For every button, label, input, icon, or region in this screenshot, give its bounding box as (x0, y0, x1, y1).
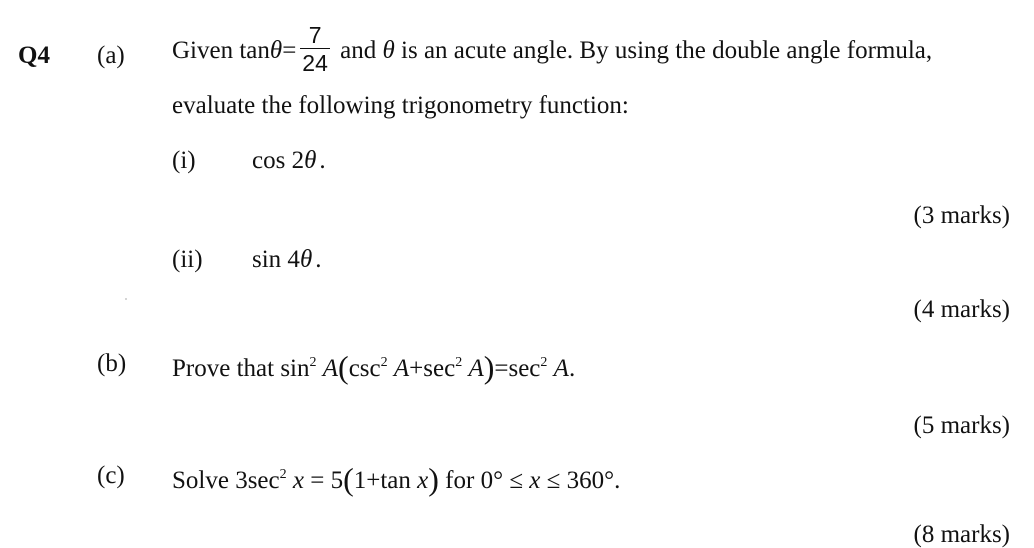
var-x-3: x (529, 467, 541, 494)
part-b-marks: (5 marks) (913, 412, 1010, 439)
coef-3: 3 (235, 467, 248, 494)
fraction-numerator: 7 (300, 23, 330, 49)
csc-exponent: 2 (380, 355, 388, 370)
sec-exponent-2: 2 (540, 355, 548, 370)
sin-exponent: 2 (309, 355, 317, 370)
part-b-statement (172, 349, 576, 385)
sub-i-label: (i) (172, 147, 196, 174)
var-x-1: x (292, 467, 304, 494)
var-a-2: A (393, 355, 410, 382)
var-a-1: A (322, 355, 339, 382)
sub-i-var: θ (304, 147, 317, 174)
sub-ii-end: . (315, 246, 322, 273)
part-b-end: . (568, 355, 576, 382)
theta-symbol-2: θ (382, 36, 395, 64)
fraction (300, 23, 330, 75)
close-paren: ) (483, 349, 495, 385)
scan-speck (125, 298, 127, 300)
part-a-line2: evaluate the following trigonometry function: (172, 92, 629, 119)
coef-5: 5 (330, 467, 344, 494)
open-paren: ( (338, 349, 349, 385)
sub-i-expression (252, 148, 326, 173)
range-right: ≤ 360° (546, 467, 615, 494)
sec-text: sec (423, 355, 456, 382)
sec-text-c: sec (247, 467, 280, 494)
open-paren-c: ( (343, 461, 354, 497)
sec-text-2: sec (508, 355, 541, 382)
plus-sign: + (409, 355, 424, 382)
sub-i-marks: (3 marks) (913, 202, 1010, 229)
prove-text: Prove that (172, 355, 275, 382)
close-paren-c: ) (428, 461, 439, 497)
equals-sign-c: = (310, 467, 325, 494)
var-a-4: A (553, 355, 569, 382)
part-a-label: (a) (97, 42, 125, 69)
part-b-label: (b) (97, 350, 127, 377)
part-a-line1 (172, 22, 933, 78)
part-c-label: (c) (97, 462, 125, 489)
part-c-marks: (8 marks) (913, 521, 1010, 548)
tan-text: tan (239, 36, 270, 64)
sub-ii-var: θ (299, 246, 313, 273)
var-a-3: A (468, 355, 484, 382)
for-text: for (445, 467, 475, 494)
fraction-denominator: 24 (302, 50, 328, 77)
sub-i-fn: cos 2 (252, 147, 305, 174)
question-number: Q4 (18, 42, 50, 69)
sec-exponent: 2 (455, 355, 463, 370)
part-c-statement (172, 461, 621, 497)
sub-ii-expression (252, 247, 321, 272)
one-plus: 1+ (353, 467, 381, 494)
part-c-end: . (614, 467, 621, 494)
tan-text-c: tan (380, 467, 411, 494)
var-x-2: x (417, 467, 429, 494)
solve-text: Solve (172, 467, 229, 494)
sub-ii-fn: sin 4 (252, 246, 300, 273)
given-text: Given (172, 36, 234, 64)
sec-exponent-c: 2 (279, 467, 287, 482)
equals-sign: = (282, 36, 297, 64)
range-left: 0° ≤ (480, 467, 524, 494)
sub-ii-label: (ii) (172, 246, 203, 273)
and-text: and (340, 36, 377, 64)
csc-text: csc (348, 355, 381, 382)
equals-sign-b: = (494, 355, 509, 382)
sub-ii-marks: (4 marks) (913, 296, 1010, 323)
sin-text: sin (280, 355, 310, 382)
part-a-line1-rest: is an acute angle. By using the double angle formula, (401, 36, 933, 64)
sub-i-end: . (319, 147, 326, 174)
theta-symbol: θ (269, 36, 283, 64)
